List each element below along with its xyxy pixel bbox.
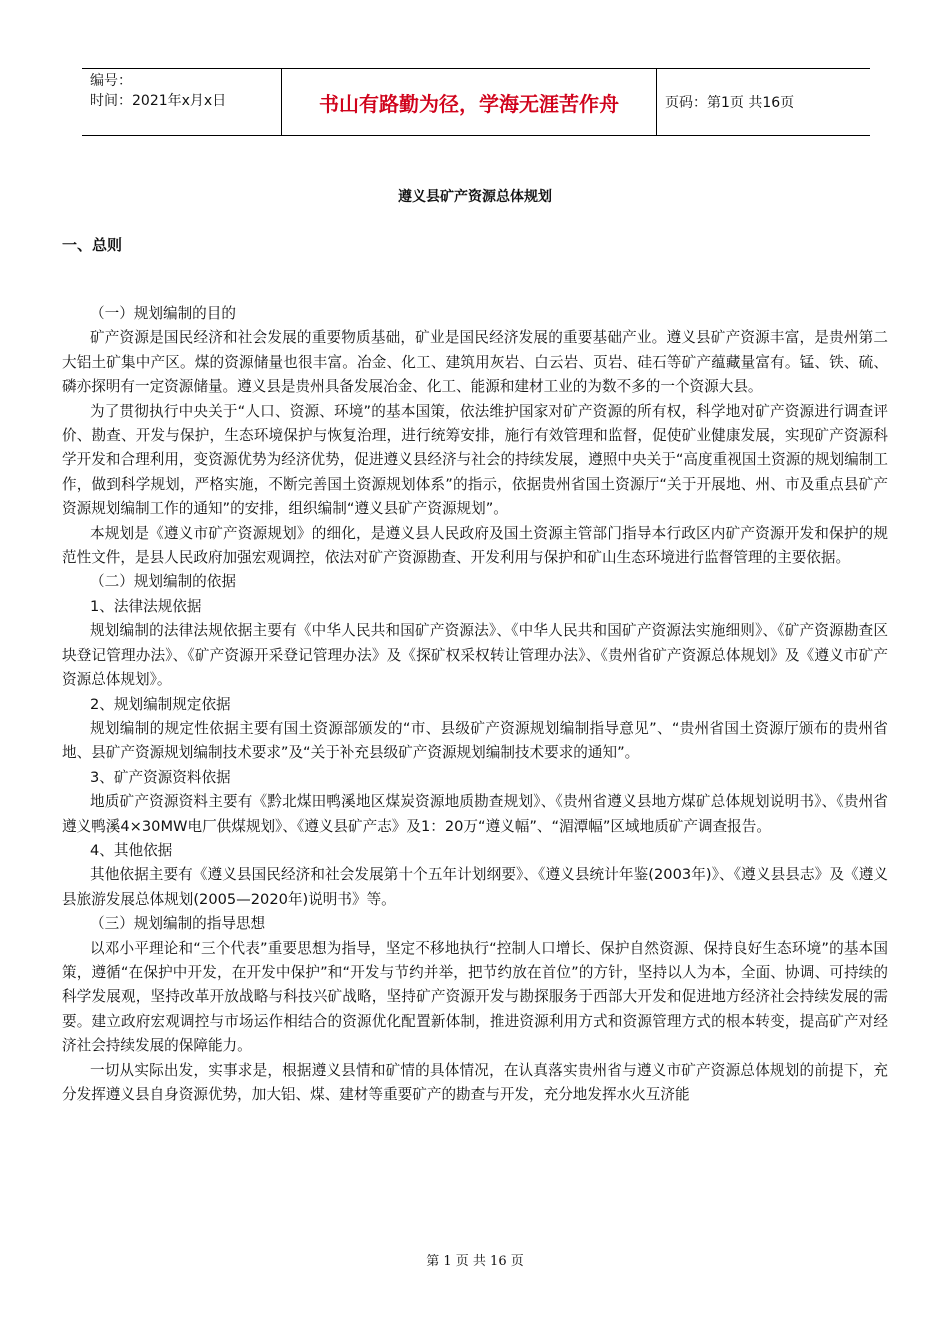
paragraph: 本规划是《遵义市矿产资源规划》的细化，是遵义县人民政府及国土资源主管部门指导本行政区内矿产资源开发和保护的规范性文件，是县人民政府加强宏观调控，依法对矿产资源勘查、开发利用与保护和矿山生态环境进行监督管理的主要依据。	[62, 524, 888, 567]
paragraph: 为了贯彻执行中央关于“人口、资源、环境”的基本国策，依法维护国家对矿产资源的所有权，科学地对矿产资源进行调查评价、勘查、开发与保护，生态环境保护与恢复治理，进行统筹安排，施行有效管理和监督，促使矿业健康发展，实现矿产资源科学开发和合理利用，变资源优势为经济优势，促进遵义县经济与社会的持续发展，遵照中央关于“高度重视国土资源的规划编制工作，做到科学规划，严格实施，不断完善国土资源规划体系”的指示，依据贵州省国土资源厅“关于开展地、州、市及重点县矿产资源规划编制工作的通知”的安排，组织编制“遵义县矿产资源规划”。	[62, 402, 888, 518]
header-page-info: 页码：第1页 共16页	[665, 95, 795, 111]
paragraph: 1、法律法规依据	[90, 597, 202, 615]
paragraph: （一）规划编制的目的	[90, 305, 236, 322]
paragraph: 以邓小平理论和“三个代表”重要思想为指导，坚定不移地执行“控制人口增长、保护自然资源、保持良好生态环境”的基本国策，遵循“在保护中开发，在开发中保护”和“开发与节约并举，把节约放在首位”的方针，坚持以人为本，全面、协调、可持续的科学发展观，坚持改革开放战略与科技兴矿战略，坚持矿产资源开发与勘探服务于西部大开发和促进地方经济社会持续发展的需要。建立政府宏观调控与市场运作相结合的资源优化配置新体制，推进资源利用方式和资源管理方式的根本转变，提高矿产对经济社会持续发展的保障能力。	[62, 939, 888, 1055]
paragraph: 4、其他依据	[90, 841, 173, 859]
paragraph: 规划编制的法律法规依据主要有《中华人民共和国矿产资源法》、《中华人民共和国矿产资源法实施细则》、《矿产资源勘查区块登记管理办法》、《矿产资源开采登记管理办法》及《探矿权采权转让管理办法》、《贵州省矿产资源总体规划》及《遵义市矿产资源总体规划》。	[62, 622, 888, 689]
paragraph: 规划编制的规定性依据主要有国土资源部颁发的“市、县级矿产资源规划编制指导意见”、“贵州省国土资源厅颁布的贵州省地、县矿产资源规划编制技术要求”及“关于补充县级矿产资源规划编制技术要求的通知”。	[62, 719, 888, 762]
paragraph: 一切从实际出发，实事求是，根据遵义县情和矿情的具体情况，在认真落实贵州省与遵义市矿产资源总体规划的前提下，充分发挥遵义县自身资源优势，加大铝、煤、建材等重要矿产的勘查与开发，充分地发挥水火互济能	[62, 1061, 888, 1103]
header-motto: 书山有路勤为径，学海无涯苦作舟	[282, 69, 657, 135]
paragraph: 其他依据主要有《遵义县国民经济和社会发展第十个五年计划纲要》、《遵义县统计年鉴(2003年)》、《遵义县县志》及《遵义县旅游发展总体规划(2005—2020年)说明书》等。	[62, 866, 888, 908]
page-header	[82, 68, 870, 136]
paragraph: 3、矿产资源资料依据	[90, 768, 231, 786]
document-title: 遵义县矿产资源总体规划	[398, 189, 552, 205]
section-title: 一、总则	[62, 236, 123, 254]
page-footer: 第 1 页 共 16 页	[426, 1254, 524, 1269]
paragraph: 2、规划编制规定依据	[90, 695, 231, 713]
paragraph: 矿产资源是国民经济和社会发展的重要物质基础，矿业是国民经济发展的重要基础产业。遵义县矿产资源丰富，是贵州第二大铝土矿集中产区。煤的资源储量也很丰富。冶金、化工、建筑用灰岩、白云岩、页岩、硅石等矿产蕴藏量富有。锰、铁、硫、磷亦探明有一定资源储量。遵义县是贵州具备发展冶金、化工、能源和建材工业的为数不多的一个资源大县。	[62, 329, 888, 396]
document-body	[62, 302, 888, 1107]
header-time: 时间：2021年x月x日	[90, 93, 227, 109]
header-number: 编号：	[90, 73, 132, 89]
paragraph: 地质矿产资源资料主要有《黔北煤田鸭溪地区煤炭资源地质勘查规划》、《贵州省遵义县地方煤矿总体规划说明书》、《贵州省遵义鸭溪4×30MW电厂供煤规划》、《遵义县矿产志》及1：20万“遵义幅”、“湄潭幅”区域地质矿产调查报告。	[62, 793, 888, 835]
paragraph: （三）规划编制的指导思想	[90, 915, 266, 933]
paragraph: （二）规划编制的依据	[90, 573, 236, 591]
header-meta	[82, 69, 282, 135]
